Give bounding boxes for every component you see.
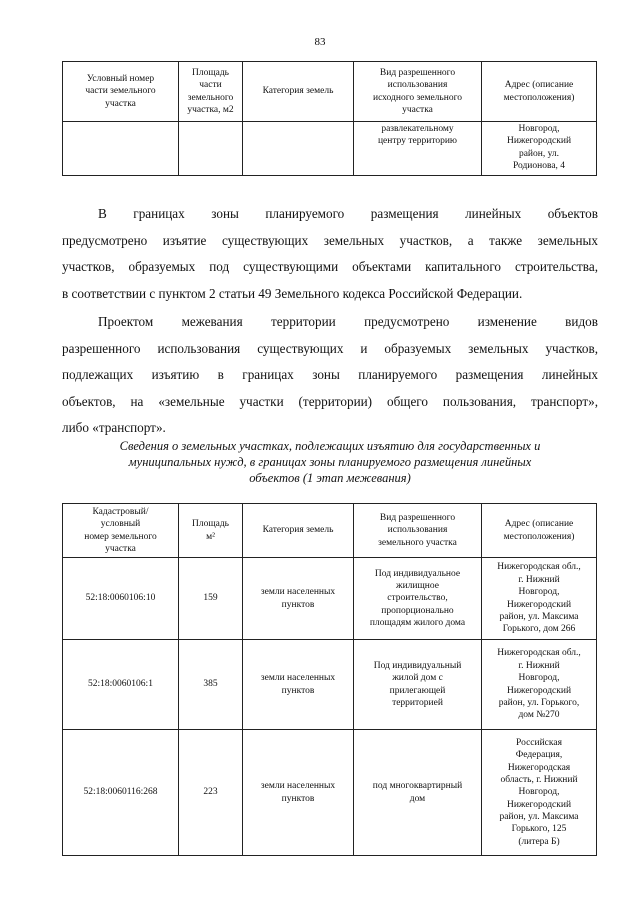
- text-line: участков, образуемых под существующими объектами капитального строительства,: [62, 259, 598, 274]
- header-cell: [63, 504, 179, 558]
- table-row: [63, 730, 597, 856]
- text-line: В границах зоны планируемого размещения линейных объектов: [98, 206, 598, 221]
- header-cell: [482, 504, 597, 558]
- cell-line: земельного участка: [378, 537, 457, 548]
- cell-line: пунктов: [281, 793, 315, 804]
- cell-line: область, г. Нижний: [500, 774, 578, 785]
- page-number: 83: [314, 36, 326, 48]
- cell-line: Площадь: [191, 519, 230, 530]
- cell-line: номер земельного: [84, 531, 157, 542]
- cell-line: Российская: [516, 737, 562, 748]
- cell-line: земли населенных: [260, 587, 336, 598]
- text-line: Проектом межевания территории предусмотрено изменение видов: [98, 314, 598, 329]
- category-cell: [243, 640, 354, 730]
- cell-line: 52:18:0060106:1: [88, 679, 153, 690]
- header-cell: [243, 504, 354, 558]
- cell-line: Площадь: [191, 67, 230, 78]
- caption-line: Сведения о земельных участках, подлежащих изъятию для государственных и: [119, 439, 541, 453]
- cell-line: Новгород,: [518, 587, 560, 598]
- cell-line: г. Нижний: [518, 660, 560, 671]
- cell-line: Кадастровый/: [92, 506, 149, 517]
- cell-line: Адрес (описание: [504, 80, 574, 91]
- caption-line: муниципальных нужд, в границах зоны планируемого размещения линейных: [128, 455, 532, 469]
- cell-line: Нижегородская обл.,: [497, 648, 581, 659]
- cell-line: части земельного: [85, 86, 156, 97]
- cell-line: район, ул. Максима: [499, 611, 579, 622]
- cell-line: Нижегородская обл.,: [497, 562, 581, 573]
- cell-line: Категория земель: [262, 525, 334, 536]
- cell-line: Адрес (описание: [504, 519, 574, 530]
- cell-line: исходного земельного: [372, 92, 462, 103]
- text-line: разрешенного использования существующих и образуемых земельных участков,: [62, 340, 598, 356]
- cell-line: Нижегородский: [506, 136, 572, 147]
- cell-line: жилой дом с: [392, 673, 443, 684]
- category-cell: [243, 558, 354, 640]
- paragraph-seizure: [62, 201, 598, 307]
- cell-line: местоположения): [503, 531, 575, 542]
- cell-line: Нижегородский: [506, 599, 572, 610]
- table-cell: [482, 122, 597, 176]
- cadastral-number-cell: [63, 730, 179, 856]
- area-cell: [179, 730, 243, 856]
- header-cell: [63, 62, 179, 122]
- cadastral-number-cell: [63, 640, 179, 730]
- text-line: подлежащих изъятию в границах зоны планируемого размещения линейных: [62, 367, 598, 382]
- table-cell: [243, 122, 354, 176]
- table-row: [63, 122, 597, 176]
- permitted-use-cell: [354, 730, 482, 856]
- cell-line: 52:18:0060116:268: [83, 787, 158, 798]
- cell-line: Нижегородская: [507, 762, 571, 773]
- address-cell: [482, 640, 597, 730]
- table-cell: [354, 122, 482, 176]
- cell-line: территорией: [392, 697, 443, 708]
- table-caption: [62, 438, 598, 486]
- cell-line: 159: [203, 593, 218, 604]
- cell-line: участка: [105, 98, 136, 109]
- header-cell: [482, 62, 597, 122]
- cell-line: Под индивидуальный: [373, 660, 462, 671]
- cell-line: м²: [206, 531, 215, 542]
- cell-line: 223: [203, 787, 218, 798]
- area-cell: [179, 558, 243, 640]
- cell-line: г. Нижний: [518, 574, 560, 585]
- cell-line: участка: [105, 543, 136, 554]
- text-line: либо «транспорт».: [62, 420, 166, 435]
- paragraph-land-use: [62, 309, 598, 442]
- cell-line: район, ул. Максима: [499, 812, 579, 823]
- header-cell: [179, 504, 243, 558]
- cell-line: дом №270: [518, 710, 560, 721]
- cell-line: местоположения): [503, 92, 575, 103]
- cell-line: использования: [387, 80, 448, 91]
- cell-line: пропорционально: [381, 605, 454, 616]
- cell-line: Новгород,: [518, 124, 560, 134]
- cell-line: 52:18:0060106:10: [85, 593, 156, 604]
- cell-line: Условный номер: [86, 73, 155, 84]
- text-line: предусмотрено изъятие существующих земельных участков, а также земельных: [62, 232, 598, 248]
- cell-line: центру территорию: [377, 136, 458, 147]
- cell-line: Категория земель: [262, 86, 334, 97]
- cell-line: участка: [402, 104, 433, 115]
- cell-line: дом: [409, 793, 426, 804]
- cell-line: пунктов: [281, 685, 315, 696]
- cell-line: участка, м2: [187, 104, 234, 115]
- permitted-use-cell: [354, 640, 482, 730]
- permitted-use-cell: [354, 558, 482, 640]
- cell-line: использования: [387, 525, 448, 536]
- area-cell: [179, 640, 243, 730]
- table-header-row: [63, 504, 597, 558]
- cell-line: условный: [100, 519, 141, 530]
- parcel-parts-table: [62, 61, 597, 176]
- cell-line: Федерация,: [515, 750, 563, 761]
- header-cell: [243, 62, 354, 122]
- table-row: [63, 640, 597, 730]
- cadastral-number-cell: [63, 558, 179, 640]
- table-cell: [179, 122, 243, 176]
- header-cell: [179, 62, 243, 122]
- cell-line: (литера Б): [518, 836, 560, 847]
- table-header-row: [63, 62, 597, 122]
- cell-line: развлекательному: [381, 124, 454, 134]
- cell-line: Вид разрешенного: [379, 512, 456, 523]
- parcels-table: [62, 503, 597, 856]
- cell-line: Вид разрешенного: [379, 67, 456, 78]
- text-line: объектов, на «земельные участки (территории) общего пользования, транспорт»,: [62, 393, 598, 409]
- cell-line: строительство,: [387, 593, 448, 604]
- table-row: [63, 558, 597, 640]
- cell-line: жилищное: [396, 580, 439, 591]
- cell-line: 385: [203, 679, 218, 690]
- cell-line: Нижегородский: [506, 685, 572, 696]
- category-cell: [243, 730, 354, 856]
- cell-line: Под индивидуальное: [374, 568, 461, 579]
- header-cell: [354, 62, 482, 122]
- cell-line: район, ул.: [518, 148, 560, 159]
- table-cell: [63, 122, 179, 176]
- cell-line: прилегающей: [389, 685, 446, 696]
- cell-line: части: [199, 80, 222, 91]
- cell-line: земельного: [187, 92, 234, 103]
- caption-line: объектов (1 этап межевания): [249, 471, 411, 485]
- cell-line: земли населенных: [260, 673, 336, 684]
- cell-line: Новгород,: [518, 673, 560, 684]
- cell-line: Родионова, 4: [512, 161, 566, 172]
- text-line: в соответствии с пунктом 2 статьи 49 Земельного кодекса Российской Федерации.: [62, 285, 523, 301]
- cell-line: пунктов: [281, 599, 315, 610]
- cell-line: под многоквартирный: [372, 781, 463, 792]
- header-cell: [354, 504, 482, 558]
- cell-line: Нижегородский: [506, 799, 572, 810]
- address-cell: [482, 730, 597, 856]
- cell-line: площадям жилого дома: [369, 618, 466, 629]
- cell-line: земли населенных: [260, 781, 336, 792]
- cell-line: Горького, 125: [511, 824, 567, 835]
- cell-line: Новгород,: [518, 787, 560, 798]
- cell-line: Горького, дом 266: [502, 624, 576, 635]
- cell-line: район, ул. Горького,: [498, 697, 580, 708]
- address-cell: [482, 558, 597, 640]
